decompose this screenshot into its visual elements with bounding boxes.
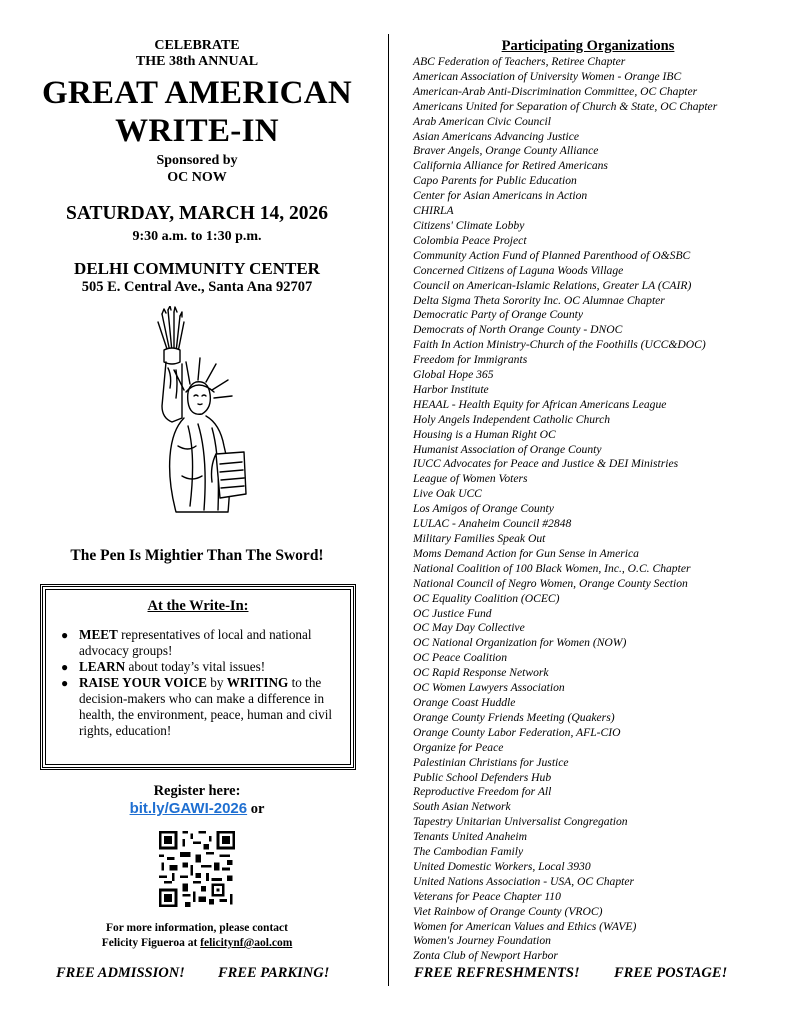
contact-line2 — [28, 936, 366, 951]
organization-item: The Cambodian Family — [413, 845, 524, 859]
organization-item: Tenants United Anaheim — [413, 830, 528, 844]
bullet-icon: ● — [61, 676, 69, 690]
bullet-icon: ● — [61, 660, 69, 674]
list-item-keyword: LEARN — [79, 659, 126, 674]
contact-line1: For more information, please contact — [106, 922, 288, 934]
register-link[interactable]: bit.ly/GAWI-2026 — [129, 800, 248, 817]
list-item-text: about today’s vital issues! — [125, 659, 266, 674]
organization-item: Asian Americans Advancing Justice — [413, 129, 580, 143]
organization-item: Holy Angels Independent Catholic Church — [413, 412, 611, 426]
organization-item: OC Peace Coalition — [413, 651, 508, 665]
organization-item: Americans United for Separation of Church & State, OC Chapter — [413, 99, 718, 113]
list-item — [57, 659, 347, 675]
free-parking: FREE PARKING! — [218, 965, 330, 981]
list-item — [57, 675, 347, 739]
list-item-text: representatives of local and national advocacy groups! — [79, 627, 312, 658]
organization-item: United Domestic Workers, Local 3930 — [413, 859, 591, 873]
bullet-icon: ● — [61, 628, 69, 642]
event-title-line1: GREAT AMERICAN — [41, 75, 353, 111]
organization-item: Council on American-Islamic Relations, Greater LA (CAIR) — [413, 278, 692, 292]
organization-item: ABC Federation of Teachers, Retiree Chapter — [413, 55, 626, 68]
organizations-title: Participating Organizations — [501, 38, 675, 54]
organization-item: Women for American Values and Ethics (WAVE) — [413, 919, 637, 933]
organization-item: Organize for Peace — [413, 740, 504, 754]
organization-item: OC Women Lawyers Association — [413, 681, 565, 695]
organization-item: CHIRLA — [413, 204, 454, 218]
organization-item: HEAAL - Health Equity for African Americans League — [413, 397, 667, 411]
organization-item: Los Amigos of Orange County — [413, 502, 554, 516]
event-date: SATURDAY, MARCH 14, 2026 — [65, 203, 328, 224]
celebrate-label: CELEBRATE — [154, 38, 240, 53]
qr-code[interactable] — [159, 831, 235, 907]
organization-item: OC May Day Collective — [413, 621, 525, 635]
organization-item: LULAC - Anaheim Council #2848 — [413, 517, 572, 531]
list-item-text: by — [206, 675, 227, 690]
organization-item: League of Women Voters — [413, 472, 528, 486]
organization-item: Community Action Fund of Planned Parenthood of O&SBC — [413, 248, 691, 262]
event-title-line2: WRITE-IN — [115, 113, 279, 149]
organization-item: Arab American Civic Council — [413, 114, 551, 128]
organization-item: Orange Coast Huddle — [413, 695, 516, 709]
list-item-keyword: RAISE YOUR VOICE — [79, 675, 207, 690]
organization-item: Democrats of North Orange County - DNOC — [413, 323, 623, 337]
organization-item: Moms Demand Action for Gun Sense in America — [413, 546, 639, 560]
column-divider — [388, 34, 389, 986]
organization-item: Veterans for Peace Chapter 110 — [413, 889, 561, 903]
organization-item: United Nations Association - USA, OC Chapter — [413, 874, 635, 888]
event-time: 9:30 a.m. to 1:30 p.m. — [132, 229, 262, 244]
organization-item: Orange County Labor Federation, AFL-CIO — [413, 725, 621, 739]
write-in-info-box — [40, 584, 356, 770]
event-venue: DELHI COMMUNITY CENTER — [74, 259, 320, 278]
organization-item: Concerned Citizens of Laguna Woods Village — [413, 263, 624, 277]
write-in-box-title: At the Write-In: — [147, 598, 249, 614]
organization-item: Women's Journey Foundation — [413, 934, 551, 948]
organization-item: American-Arab Anti-Discrimination Committee, OC Chapter — [413, 84, 698, 98]
organization-item: Democratic Party of Orange County — [413, 308, 584, 322]
organization-item: California Alliance for Retired Americans — [413, 159, 608, 173]
organization-item: Live Oak UCC — [413, 487, 482, 501]
organization-item: Zonta Club of Newport Harbor — [413, 949, 558, 963]
annual-label: THE 38th ANNUAL — [135, 54, 259, 69]
organization-item: Harbor Institute — [413, 382, 489, 396]
organization-item: National Council of Negro Women, Orange County Section — [413, 576, 688, 590]
organization-item: OC Equality Coalition (OCEC) — [413, 591, 560, 605]
organization-item: OC National Organization for Women (NOW) — [413, 636, 627, 650]
organization-item: Humanist Association of Orange County — [413, 442, 602, 456]
organization-item: Citizens' Climate Lobby — [413, 218, 525, 232]
organization-item: Freedom for Immigrants — [413, 353, 528, 367]
organization-item: Palestinian Christians for Justice — [413, 755, 569, 769]
organization-item: Viet Rainbow of Orange County (VROC) — [413, 904, 603, 918]
register-or: or — [247, 801, 265, 817]
organization-item: Colombia Peace Project — [413, 233, 527, 247]
contact-name: Felicity Figueroa at — [101, 937, 201, 949]
list-item — [57, 627, 347, 659]
statue-of-liberty-illustration — [132, 306, 252, 520]
organizations-list — [413, 55, 783, 964]
organization-item: National Coalition of 100 Black Women, Inc., O.C. Chapter — [413, 561, 691, 575]
contact-email-link[interactable]: felicitynf@aol.com — [200, 937, 293, 949]
organization-item: Global Hope 365 — [413, 368, 494, 382]
free-admission: FREE ADMISSION! — [56, 965, 185, 981]
organization-item: Braver Angels, Orange County Alliance — [413, 144, 599, 158]
organization-item: Public School Defenders Hub — [413, 770, 552, 784]
organization-item: OC Rapid Response Network — [413, 666, 549, 680]
organization-item: American Association of University Women - Orange IBC — [413, 69, 682, 83]
organization-item: Military Families Speak Out — [413, 532, 546, 545]
motto: The Pen Is Mightier Than The Sword! — [70, 547, 324, 564]
write-in-activities-list — [57, 627, 347, 739]
organization-item: South Asian Network — [413, 800, 511, 814]
free-refreshments: FREE REFRESHMENTS! — [414, 965, 580, 981]
organization-item: Tapestry Unitarian Universalist Congregation — [413, 815, 628, 829]
organization-item: Center for Asian Americans in Action — [413, 189, 588, 203]
register-line — [28, 800, 366, 818]
list-item-keyword: WRITING — [226, 675, 289, 690]
sponsored-by-label: Sponsored by — [156, 153, 238, 168]
organization-item: Orange County Friends Meeting (Quakers) — [413, 710, 615, 724]
organization-item: IUCC Advocates for Peace and Justice & DEI Ministries — [413, 457, 679, 471]
organization-item: Delta Sigma Theta Sorority Inc. OC Alumnae Chapter — [413, 293, 665, 307]
sponsor-name: OC NOW — [167, 170, 227, 185]
free-postage: FREE POSTAGE! — [614, 965, 728, 981]
organization-item: OC Justice Fund — [413, 606, 492, 620]
register-label: Register here: — [153, 783, 241, 799]
event-address: 505 E. Central Ave., Santa Ana 92707 — [81, 279, 313, 295]
organizations-column — [413, 38, 783, 964]
organization-item: Reproductive Freedom for All — [413, 785, 552, 799]
list-item-keyword: MEET — [79, 627, 118, 642]
organization-item: Housing is a Human Right OC — [413, 427, 556, 441]
organization-item: Faith In Action Ministry-Church of the Foothills (UCC&DOC) — [413, 338, 706, 352]
organization-item: Capo Parents for Public Education — [413, 174, 577, 188]
list-item-text: to the decision-makers who can make a difference in health, the environment, peace, human and civil rights, education! — [79, 675, 333, 738]
